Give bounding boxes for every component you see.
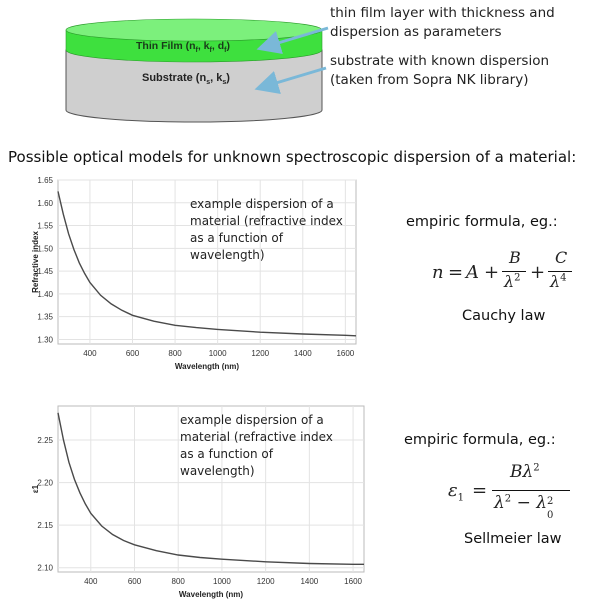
y-axis-label: Refractive index (31, 231, 40, 293)
x-tick-label: 400 (84, 577, 98, 586)
y-axis-label: ε1 (31, 484, 40, 494)
x-tick-label: 1600 (344, 577, 362, 586)
y-tick-label: 1.35 (37, 312, 53, 322)
x-tick-label: 600 (125, 349, 140, 358)
y-tick-label: 1.60 (37, 198, 53, 208)
chart1-annotation: example dispersion of a material (refractive index as a function of wavelength) (190, 197, 343, 262)
y-tick-label: 1.40 (37, 289, 53, 299)
y-tick-label: 1.45 (37, 267, 53, 277)
chart2-annotation: example dispersion of a material (refractive index as a function of wavelength) (180, 413, 333, 478)
cauchy-law-label: Cauchy law (462, 308, 546, 324)
y-tick-label: 2.15 (37, 521, 53, 531)
x-tick-label: 1400 (293, 349, 312, 358)
y-tick-label: 1.30 (37, 335, 53, 345)
x-axis-label: Wavelength (nm) (174, 362, 240, 371)
sellmeier-formula: $\varepsilon_1$ = $B\lambda^2$ $\lambda^2 - \lambda$ 2 0 (448, 462, 578, 522)
substrate-annotation: substrate with known dispersion (taken from Sopra NK library) (330, 53, 550, 88)
substrate-label: Substrate ($n_s$, $k_s$) (142, 72, 230, 87)
y-tick-label: 2.10 (37, 563, 53, 573)
y-tick-label: 1.50 (37, 244, 53, 254)
cauchy-formula: n = A + B $\lambda^2$ + C $\lambda^4$ (432, 248, 592, 298)
substrate-arrow (266, 68, 326, 86)
x-tick-label: 1200 (251, 349, 270, 358)
x-axis-label: Wavelength (nm) (178, 590, 244, 599)
x-tick-label: 1000 (208, 349, 227, 358)
x-tick-label: 400 (83, 349, 97, 358)
x-tick-label: 800 (168, 349, 182, 358)
x-tick-label: 1400 (300, 577, 319, 586)
cauchy-intro: empiric formula, eg.: (406, 214, 558, 230)
sellmeier-intro: empiric formula, eg.: (404, 432, 556, 448)
y-tick-label: 2.20 (37, 478, 53, 488)
x-tick-label: 1000 (213, 577, 231, 586)
x-tick-label: 600 (127, 577, 142, 586)
film-arrow (268, 28, 328, 46)
section-heading: Possible optical models for unknown spectroscopic dispersion of a material: (8, 148, 577, 166)
sellmeier-law-label: Sellmeier law (464, 531, 562, 547)
film-label: Thin Film ($n_f$, $k_f$, $d_f$) (136, 40, 230, 55)
x-tick-label: 1200 (256, 577, 275, 586)
y-tick-label: 1.55 (37, 221, 53, 231)
x-tick-label: 1600 (336, 349, 355, 358)
x-tick-label: 800 (171, 577, 185, 586)
film-annotation: thin film layer with thickness and dispersion as parameters (330, 5, 555, 40)
y-tick-label: 1.65 (37, 176, 53, 185)
y-tick-label: 2.25 (37, 436, 53, 446)
